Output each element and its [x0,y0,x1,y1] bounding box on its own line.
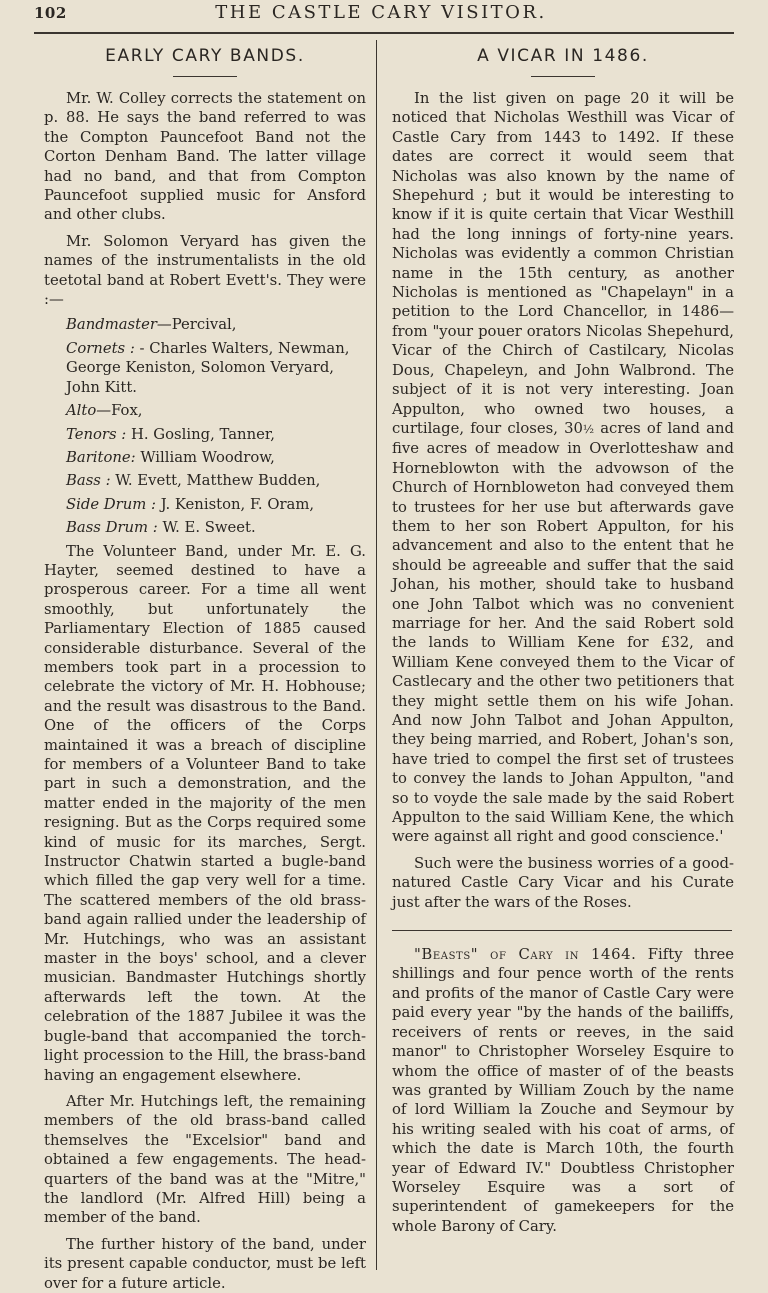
title-rule [173,76,237,77]
roster-names: William Woodrow, [135,448,275,466]
paragraph-beasts-of-cary [392,945,734,1236]
article-title-early-cary-bands: EARLY CARY BANDS. [105,46,305,66]
roster-names: W. E. Sweet. [157,519,256,537]
paragraph-colley-correction: Mr. W. Colley corrects the statement on p. 88. He says the band referred to was the Compton Pauncefoot Band not the Corton Denham Band. The latter village had no band, and that from Compton Pauncefoot supplied music for Ansford and other clubs. [44,90,366,224]
column-divider [376,40,377,1270]
left-column [44,44,366,1293]
fraction-half: ½ [582,421,595,436]
roster-entry [44,495,366,514]
page-number: 102 [34,4,67,22]
band-roster [44,315,366,537]
roster-names: Percival, [171,316,237,334]
paragraph-excelsior-band: After Mr. Hutchings left, the remaining members of the old brass-band called themselves the "Excelsior" band and obtained a few engagements. The head-quarters of the band was at the "Mitre," the landlord (Mr. Alfred Hill) being a member of the band. [44,1092,366,1227]
header-rule [34,32,734,34]
roster-entry [44,471,366,490]
paragraph-vicar-petition [392,89,734,847]
journal-title: THE CASTLE CARY VISITOR. [215,2,547,23]
roster-instrument: Alto— [66,402,112,420]
petition-text-part-1: In the list given on page 20 it will be noticed that Nicholas Westhill was Vicar of Castle Cary from 1443 to 1492. If these dates are correct it would seem that Nicholas was also known by the name of Shepehurd ; but it would be interesting to know if it is quite certain that Vicar Westhill had the long innings of forty-nine years. Nicholas was evidently a common Christian name in the 15th century, as another Nicholas is mentioned as "Chapelayn" in a petition to the Lord Chancellor, in 1486—from "your pouer orators Nicolas Shepehurd, Vicar of the Chirch of Castilcary, Nicolas Dous, Chapeleyn, and John Walbrond. The subject of it is not very interesting. Joan Appulton, who owned two houses, a curtilage, four closes, 30 [392,90,734,437]
right-column [392,44,734,1236]
running-head [34,2,728,28]
title-rule [531,76,595,77]
roster-entry [44,315,366,334]
roster-entry [44,339,366,397]
paragraph-further-history: The further history of the band, under its present capable conductor, must be left over for a future article. [44,1235,366,1292]
paragraph-veryard-intro: Mr. Solomon Veryard has given the names of the instrumentalists in the old teetotal band at Robert Evett's. They were :— [44,232,366,309]
roster-instrument: Baritone: [66,448,136,466]
roster-entry [44,518,366,537]
roster-entry [44,448,366,467]
roster-instrument: Tenors : [66,425,127,443]
roster-instrument: Bandmaster— [66,316,172,334]
roster-names: Fox, [111,402,143,420]
petition-text-part-2: acres of land and five acres of meadow in Overlotteshaw and Horneblowton with the advowson of the Church of Hornbloweton had conveyed them to trustees for her use but afterwards gave them to her son Robert Appulton, for his advancement and also to the entent that he should be agreeable and suffer that the said Johan, his mother, should take to husband one John Talbot which was no convenient marriage for her. And the said Robert sold the lands to William Kene for £32, and William Kene conveyed them to the Vicar of Castlecary and the other two petitioners that they might settle them on his wife Johan. And now John Talbot and Johan Appulton, they being married, and Robert, Johan's son, have tried to compel the first set of trustees to convey the lands to Johan Appulton, "and so to voyde the sale made by the said Robert Appulton to the said William Kene, the which were against all right and good conscience.' [392,419,734,846]
paragraph-volunteer-band: The Volunteer Band, under Mr. E. G. Hayter, seemed destined to have a prosperous career. For a time all went smoothly, but unfortunately the Parliamentary Election of 1885 caused considerable disturbance. Several of the members took part in a procession to celebrate the victory of Mr. H. Hobhouse; and the result was disastrous to the Band. One of the officers of the Corps maintained it was a breach of discipline for members of a Volunteer Band to take part in such a demonstration, and the matter ended in the majority of the men resigning. But as the Corps required some kind of music for its marches, Sergt. Instructor Chatwin started a bugle-band which filled the gap very well for a time. The scattered members of the old brass-band again rallied under the leadership of Mr. Hutchings, who was an assistant master in the boys' school, and a clever musician. Bandmaster Hutchings shortly afterwards left the town. At the celebration of the 1887 Jubilee it was the bugle-band that accompanied the torch-light procession to the Hill, the brass-band having an engagement elsewhere. [44,542,366,1084]
roster-entry [44,401,366,420]
roster-names: J. Keniston, F. Oram, [156,495,315,513]
paragraph-business-worries: Such were the business worries of a good-natured Castle Cary Vicar and his Curate just after the wars of the Roses. [392,854,734,911]
beasts-text: Fifty three shillings and four pence worth of the rents and profits of the manor of Castle Cary were paid every year "by the hands of the bailiffs, receivers of rents or reeves, in the said manor" to Christopher Worseley Esquire to whom the office of master of of the beasts was granted by William Zouch by the name of lord William la Zouche and Seymour by his writing sealed with his coat of arms, of which the date is March 10th, the fourth year of Edward IV." Doubtless Christopher Worseley Esquire was a sort of superintendent of gamekeepers for the whole Barony of Cary. [392,946,734,1235]
roster-instrument: Bass : [66,472,111,490]
beasts-heading: "Beasts" of Cary in 1464. [414,946,637,964]
roster-instrument: Cornets : [66,339,135,357]
roster-names: H. Gosling, Tanner, [126,425,276,443]
roster-instrument: Side Drum : [66,495,156,513]
section-rule [392,930,732,931]
roster-instrument: Bass Drum : [66,519,158,537]
roster-names: W. Evett, Matthew Budden, [110,472,321,490]
article-title-vicar-1486: A VICAR IN 1486. [477,46,649,66]
roster-names: - Charles Walters, Newman, George Keniston, Solomon Veryard, John Kitt. [66,339,350,396]
roster-entry [44,425,366,444]
